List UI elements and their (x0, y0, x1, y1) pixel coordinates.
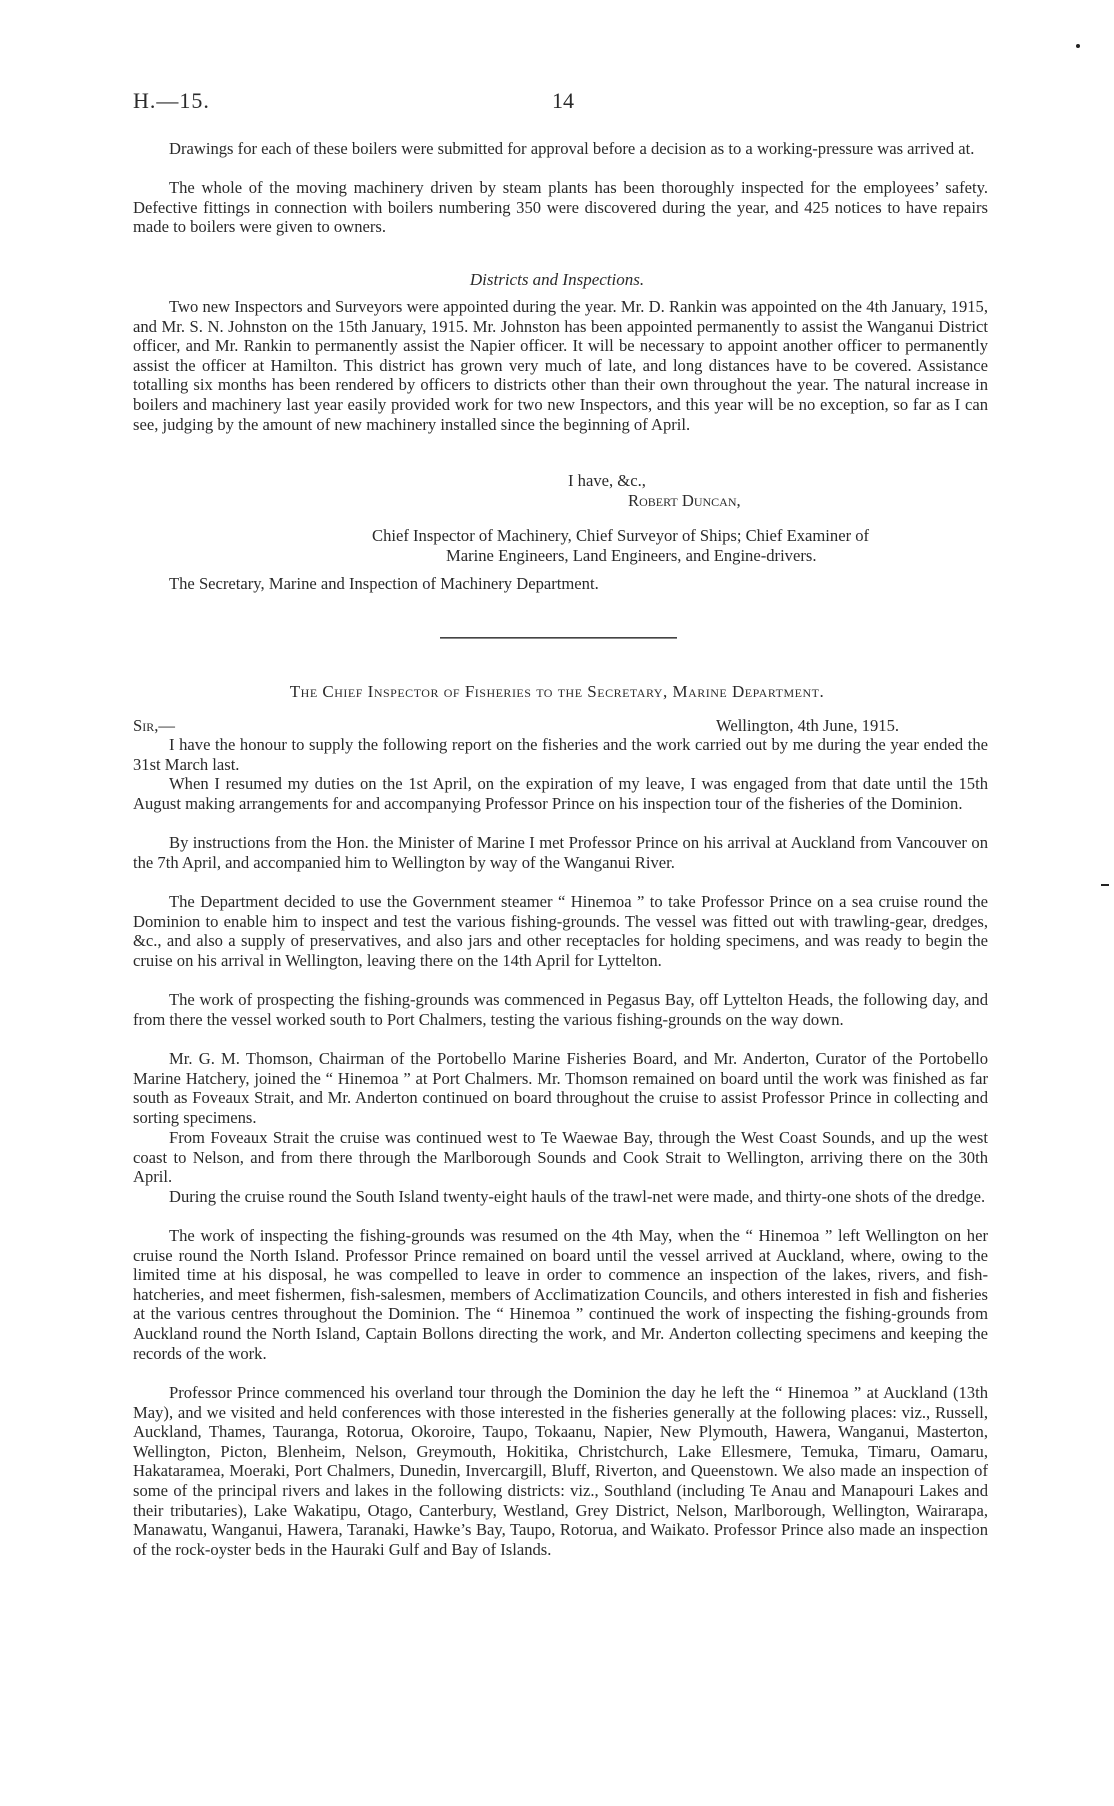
body-paragraph: Drawings for each of these boilers were submitted for approval before a decision as to a working-pressure was arrived at. (169, 139, 975, 158)
signatory-title: Marine Engineers, Land Engineers, and Engine-drivers. (446, 546, 817, 565)
speck-mark (1076, 44, 1080, 48)
body-paragraph: Two new Inspectors and Surveyors were appointed during the year. Mr. D. Rankin was appointed on the 4th January, 1915, and Mr. S. N. Johnston on the 15th January, 1915. Mr. Johnston has been appointed permanently to assist the Wanganui District officer, and Mr. Rankin to permanently assist the Napier officer. It will be necessary to appoint another officer to permanently assist the officer at Hamilton. This district has grown very much of late, and long distances have to be covered. Assistance totalling six months has been rendered by officers to districts other than their own throughout the year. The natural increase in boilers and machinery last year easily provided work for two new Inspectors, and this year will be no exception, so far as I can see, judging by the amount of new machinery installed since the beginning of April. (133, 297, 988, 434)
body-paragraph: By instructions from the Hon. the Minister of Marine I met Professor Prince on his arrival at Auckland from Vancouver on the 7th April, and accompanied him to Wellington by way of the Wanganui River. (133, 833, 988, 872)
body-paragraph: From Foveaux Strait the cruise was continued west to Te Waewae Bay, through the West Coast Sounds, and up the west coast to Nelson, and from there through the Marlborough Sounds and Cook Strait to Wellington, arriving there on the 30th April. (133, 1128, 988, 1187)
body-paragraph: When I resumed my duties on the 1st April, on the expiration of my leave, I was engaged from that date until the 15th August making arrangements for and accompanying Professor Prince on his inspection tour of the fisheries of the Dominion. (133, 774, 988, 813)
margin-mark (1101, 884, 1109, 886)
signatory-name: Robert Duncan, (628, 491, 741, 510)
body-paragraph: During the cruise round the South Island twenty-eight hauls of the trawl-net were made, and thirty-one shots of the dredge. (169, 1187, 986, 1206)
body-paragraph: The work of prospecting the fishing-grounds was commenced in Pegasus Bay, off Lyttelton Heads, the following day, and from there the vessel worked south to Port Chalmers, testing the various fishing-grounds on the way down. (133, 990, 988, 1029)
addressee: The Secretary, Marine and Inspection of Machinery Department. (169, 574, 599, 593)
salutation: Sir,— (133, 716, 175, 735)
closing-line: I have, &c., (568, 471, 646, 490)
section-subheading: Districts and Inspections. (469, 270, 645, 289)
body-paragraph: The whole of the moving machinery driven by steam plants has been thoroughly inspected for the employees’ safety. Defective fittings in connection with boilers numbering 350 were discovered during the year, and 425 notices to have repairs made to boilers were given to owners. (133, 178, 988, 237)
body-paragraph: Professor Prince commenced his overland tour through the Dominion the day he left the “ Hinemoa ” at Auckland (13th May), and we visited and held conferences with those interested in the fisheries generally at the following places: viz., Russell, Auckland, Thames, Tauranga, Rotorua, Okoroire, Taupo, Tokaanu, Napier, New Plymouth, Hawera, Wanganui, Masterton, Wellington, Picton, Blenheim, Nelson, Greymouth, Hokitika, Christchurch, Lake Ellesmere, Temuka, Timaru, Oamaru, Hakataramea, Moeraki, Port Chalmers, Dunedin, Invercargill, Bluff, Riverton, and Queenstown. We also made an inspection of some of the principal rivers and lakes in the following districts: viz., Southland (including Te Anau and Manapouri Lakes and their tributaries), Lake Wakatipu, Otago, Canterbury, Westland, Grey District, Nelson, Marlborough, Wellington, Wairarapa, Manawatu, Wanganui, Hawera, Taranaki, Hawke’s Bay, Taupo, Rotorua, and Waikato. Professor Prince also made an inspection of the rock-oyster beds in the Hauraki Gulf and Bay of Islands. (133, 1383, 988, 1559)
report-title: The Chief Inspector of Fisheries to the Secretary, Marine Department. (289, 682, 825, 701)
section-divider (440, 637, 677, 639)
signatory-title: Chief Inspector of Machinery, Chief Surveyor of Ships; Chief Examiner of (372, 526, 870, 545)
place-date: Wellington, 4th June, 1915. (716, 716, 900, 735)
section-reference: H.—15. (133, 88, 210, 113)
body-paragraph: Mr. G. M. Thomson, Chairman of the Portobello Marine Fisheries Board, and Mr. Anderton, Curator of the Portobello Marine Hatchery, joined the “ Hinemoa ” at Port Chalmers. Mr. Thomson remained on board until the work was finished as far south as Foveaux Strait, and Mr. Anderton continued on board throughout the cruise to assist Professor Prince in collecting and sorting specimens. (133, 1049, 988, 1127)
body-paragraph: The Department decided to use the Government steamer “ Hinemoa ” to take Professor Prince on a sea cruise round the Dominion to enable him to inspect and test the various fishing-grounds. The vessel was fitted out with trawling-gear, dredges, &c., and also a supply of preservatives, and also jars and other receptacles for holding specimens, and was ready to begin the cruise on his arrival in Wellington, leaving there on the 14th April for Lyttelton. (133, 892, 988, 970)
page-number: 14 (552, 88, 574, 113)
body-paragraph: The work of inspecting the fishing-grounds was resumed on the 4th May, when the “ Hinemoa ” left Wellington on her cruise round the North Island. Professor Prince remained on board until the vessel arrived at Auckland, where, owing to the limited time at his disposal, he was compelled to leave in order to commence an inspection of the lakes, rivers, and fish-hatcheries, and meet fishermen, fish-salesmen, members of Acclimatization Councils, and others interested in fish and fisheries at the various centres throughout the Dominion. The “ Hinemoa ” continued the work of inspecting the fishing-grounds from Auckland round the North Island, Captain Bollons directing the work, and Mr. Anderton collecting specimens and keeping the records of the work. (133, 1226, 988, 1363)
body-paragraph: I have the honour to supply the following report on the fisheries and the work carried out by me during the year ended the 31st March last. (133, 735, 988, 774)
